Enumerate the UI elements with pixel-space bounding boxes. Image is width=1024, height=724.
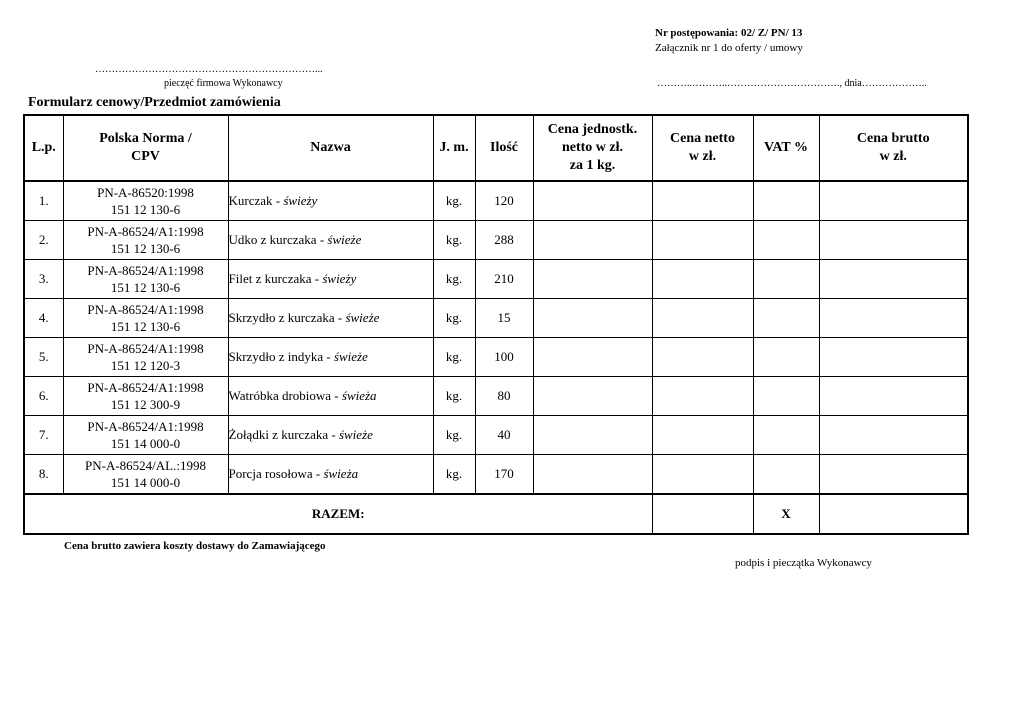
row-quantity: 80: [475, 377, 533, 416]
row-norma: [63, 377, 228, 416]
procedure-number: Nr postępowania: 02/ Z/ PN/ 13: [655, 27, 803, 39]
gross-price-cell[interactable]: [819, 455, 968, 495]
norma-code: PN-A-86524/A1:1998: [87, 302, 204, 317]
cpv-code: 151 12 130-6: [110, 319, 181, 334]
unit-price-cell[interactable]: [533, 377, 652, 416]
table-row: [24, 181, 968, 221]
product-name: Skrzydło z kurczaka -: [228, 310, 346, 325]
col-header-cena-jedn-line1: Cena jednostk.: [547, 122, 638, 137]
unit-price-cell[interactable]: [533, 260, 652, 299]
row-lp: 2.: [24, 221, 63, 260]
table-row: [24, 260, 968, 299]
cpv-code: 151 14 000-0: [110, 475, 181, 490]
col-header-vat: VAT %: [753, 115, 819, 181]
gross-price-cell[interactable]: [819, 377, 968, 416]
table-row: [24, 221, 968, 260]
gross-price-cell[interactable]: [819, 416, 968, 455]
form-title: Formularz cenowy/Przedmiot zamówienia: [28, 95, 281, 110]
net-price-cell[interactable]: [652, 377, 753, 416]
col-header-jm: J. m.: [433, 115, 475, 181]
row-lp: 1.: [24, 181, 63, 221]
norma-code: PN-A-86524/A1:1998: [87, 419, 204, 434]
place-date-line: ………..………..……………………………., dnia………………..: [657, 78, 927, 89]
row-quantity: 288: [475, 221, 533, 260]
col-header-cena-netto-line2: w zł.: [688, 149, 717, 164]
row-quantity: 40: [475, 416, 533, 455]
vat-cell[interactable]: [753, 377, 819, 416]
row-lp: 7.: [24, 416, 63, 455]
row-name: [228, 260, 433, 299]
col-header-norma: [63, 115, 228, 181]
vat-cell[interactable]: [753, 299, 819, 338]
product-freshness: świeże: [338, 427, 373, 442]
product-freshness: świeże: [333, 349, 368, 364]
table-row: [24, 299, 968, 338]
gross-price-cell[interactable]: [819, 181, 968, 221]
net-price-cell[interactable]: [652, 455, 753, 495]
unit-price-cell[interactable]: [533, 299, 652, 338]
row-quantity: 170: [475, 455, 533, 495]
product-name: Porcja rosołowa -: [228, 466, 324, 481]
unit-price-cell[interactable]: [533, 338, 652, 377]
vat-cell[interactable]: [753, 455, 819, 495]
norma-code: PN-A-86524/A1:1998: [87, 224, 204, 239]
table-row: [24, 377, 968, 416]
row-unit: kg.: [433, 260, 475, 299]
product-freshness: świeży: [283, 193, 318, 208]
row-lp: 3.: [24, 260, 63, 299]
total-row: [24, 494, 968, 534]
norma-code: PN-A-86524/A1:1998: [87, 341, 204, 356]
gross-price-cell[interactable]: [819, 299, 968, 338]
net-price-cell[interactable]: [652, 181, 753, 221]
product-freshness: świeże: [327, 232, 362, 247]
row-unit: kg.: [433, 221, 475, 260]
unit-price-cell[interactable]: [533, 181, 652, 221]
total-net-cell[interactable]: [652, 494, 753, 534]
row-quantity: 15: [475, 299, 533, 338]
gross-price-cell[interactable]: [819, 338, 968, 377]
cpv-code: 151 12 120-3: [110, 358, 181, 373]
net-price-cell[interactable]: [652, 416, 753, 455]
col-header-cena-brutto-line2: w zł.: [879, 149, 907, 164]
total-gross-cell[interactable]: [819, 494, 968, 534]
col-header-norma-line1: Polska Norma /: [99, 131, 192, 146]
total-label: RAZEM:: [24, 494, 652, 534]
stamp-label: pieczęć firmowa Wykonawcy: [164, 78, 283, 89]
row-name: [228, 338, 433, 377]
norma-code: PN-A-86524/A1:1998: [87, 380, 204, 395]
table-row: [24, 455, 968, 495]
table-row: [24, 338, 968, 377]
unit-price-cell[interactable]: [533, 221, 652, 260]
row-norma: [63, 260, 228, 299]
row-quantity: 210: [475, 260, 533, 299]
row-norma: [63, 221, 228, 260]
col-header-nazwa: Nazwa: [228, 115, 433, 181]
row-lp: 8.: [24, 455, 63, 495]
total-vat-x: X: [753, 494, 819, 534]
col-header-lp: L.p.: [24, 115, 63, 181]
col-header-cena-brutto: [819, 115, 968, 181]
product-freshness: świeży: [322, 271, 357, 286]
col-header-cena-jedn-line2: netto w zł.: [561, 140, 624, 155]
row-name: [228, 416, 433, 455]
row-lp: 5.: [24, 338, 63, 377]
row-norma: [63, 299, 228, 338]
net-price-cell[interactable]: [652, 260, 753, 299]
col-header-cena-brutto-line1: Cena brutto: [856, 131, 930, 146]
product-freshness: świeża: [341, 388, 377, 403]
gross-price-cell[interactable]: [819, 260, 968, 299]
row-norma: [63, 338, 228, 377]
norma-code: PN-A-86520:1998: [97, 185, 194, 200]
row-unit: kg.: [433, 455, 475, 495]
unit-price-cell[interactable]: [533, 416, 652, 455]
col-header-cena-jedn-line3: za 1 kg.: [569, 158, 616, 173]
vat-cell[interactable]: [753, 181, 819, 221]
gross-price-cell[interactable]: [819, 221, 968, 260]
product-name: Filet z kurczaka -: [228, 271, 323, 286]
cpv-code: 151 14 000-0: [110, 436, 181, 451]
vat-cell[interactable]: [753, 221, 819, 260]
cpv-code: 151 12 130-6: [110, 280, 181, 295]
row-norma: [63, 455, 228, 495]
cpv-code: 151 12 130-6: [110, 241, 181, 256]
product-freshness: świeża: [323, 466, 359, 481]
delivery-note: Cena brutto zawiera koszty dostawy do Zamawiającego: [64, 540, 326, 552]
row-unit: kg.: [433, 338, 475, 377]
net-price-cell[interactable]: [652, 338, 753, 377]
row-unit: kg.: [433, 299, 475, 338]
cpv-code: 151 12 300-9: [110, 397, 181, 412]
row-quantity: 100: [475, 338, 533, 377]
price-table: [23, 114, 969, 535]
row-name: [228, 299, 433, 338]
vat-cell[interactable]: [753, 338, 819, 377]
product-name: Skrzydło z indyka -: [228, 349, 334, 364]
cpv-code: 151 12 130-6: [110, 202, 181, 217]
signature-label: podpis i pieczątka Wykonawcy: [735, 557, 872, 569]
table-row: [24, 416, 968, 455]
row-unit: kg.: [433, 181, 475, 221]
product-freshness: świeże: [345, 310, 380, 325]
row-name: [228, 377, 433, 416]
product-name: Watróbka drobiowa -: [228, 388, 342, 403]
row-name: [228, 181, 433, 221]
product-name: Kurczak -: [228, 193, 284, 208]
product-name: Żołądki z kurczaka -: [228, 427, 339, 442]
row-norma: [63, 416, 228, 455]
norma-code: PN-A-86524/AL.:1998: [85, 458, 206, 473]
row-lp: 4.: [24, 299, 63, 338]
table-header-row: [24, 115, 968, 181]
row-unit: kg.: [433, 416, 475, 455]
net-price-cell[interactable]: [652, 299, 753, 338]
norma-code: PN-A-86524/A1:1998: [87, 263, 204, 278]
attachment-label: Załącznik nr 1 do oferty / umowy: [655, 42, 803, 54]
col-header-cena-jedn: [533, 115, 652, 181]
row-quantity: 120: [475, 181, 533, 221]
product-name: Udko z kurczaka -: [228, 232, 328, 247]
vat-cell[interactable]: [753, 416, 819, 455]
row-lp: 6.: [24, 377, 63, 416]
row-name: [228, 221, 433, 260]
col-header-norma-line2: CPV: [131, 149, 160, 164]
stamp-line: …………………………………………………………...: [95, 64, 323, 75]
col-header-cena-netto: [652, 115, 753, 181]
vat-cell[interactable]: [753, 260, 819, 299]
col-header-cena-netto-line1: Cena netto: [670, 131, 735, 146]
row-unit: kg.: [433, 377, 475, 416]
col-header-ilosc: Ilość: [475, 115, 533, 181]
row-norma: [63, 181, 228, 221]
net-price-cell[interactable]: [652, 221, 753, 260]
unit-price-cell[interactable]: [533, 455, 652, 495]
row-name: [228, 455, 433, 495]
